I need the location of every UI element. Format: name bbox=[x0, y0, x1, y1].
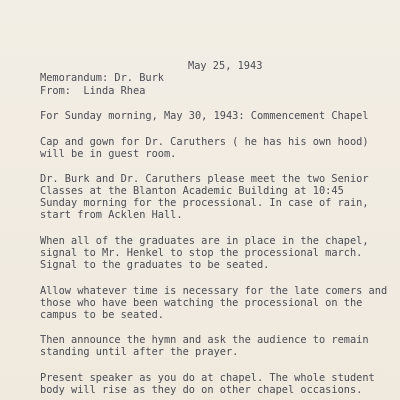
paragraph-line: Sunday morning for the processional. In case of rain, bbox=[40, 197, 369, 209]
paragraph-line: Signal to the graduates to be seated. bbox=[40, 259, 270, 271]
memo-to: Memorandum: Dr. Burk bbox=[40, 72, 164, 84]
paragraph-line: Present speaker as you do at chapel. The whole student bbox=[40, 372, 375, 384]
paragraph-line: Cap and gown for Dr. Caruthers ( he has his own hood) bbox=[40, 136, 369, 148]
paragraph-line: signal to Mr. Henkel to stop the processional march. bbox=[40, 247, 363, 259]
paragraph-line: Dr. Burk and Dr. Caruthers please meet the two Senior bbox=[40, 173, 369, 185]
paragraph-line: body will rise as they do on other chapel occasions. bbox=[40, 384, 363, 396]
paragraph-line: Then announce the hymn and ask the audience to remain bbox=[40, 334, 369, 346]
paragraph-line: those who have been watching the processional on the bbox=[40, 297, 363, 309]
paragraph-line: Allow whatever time is necessary for the late comers and bbox=[40, 285, 388, 297]
paragraph-line: will be in guest room. bbox=[40, 148, 177, 160]
paragraph-line: Classes at the Blanton Academic Building at 10:45 bbox=[40, 185, 344, 197]
paragraph-line: When all of the graduates are in place in the chapel, bbox=[40, 235, 369, 247]
memo-subject: For Sunday morning, May 30, 1943: Commencement Chapel bbox=[40, 110, 369, 122]
memo-from: From: Linda Rhea bbox=[40, 85, 146, 97]
paragraph-line: campus to be seated. bbox=[40, 309, 164, 321]
memo-date: May 25, 1943 bbox=[188, 60, 263, 72]
paragraph-line: standing until after the prayer. bbox=[40, 346, 239, 358]
paragraph-line: start from Acklen Hall. bbox=[40, 209, 183, 221]
